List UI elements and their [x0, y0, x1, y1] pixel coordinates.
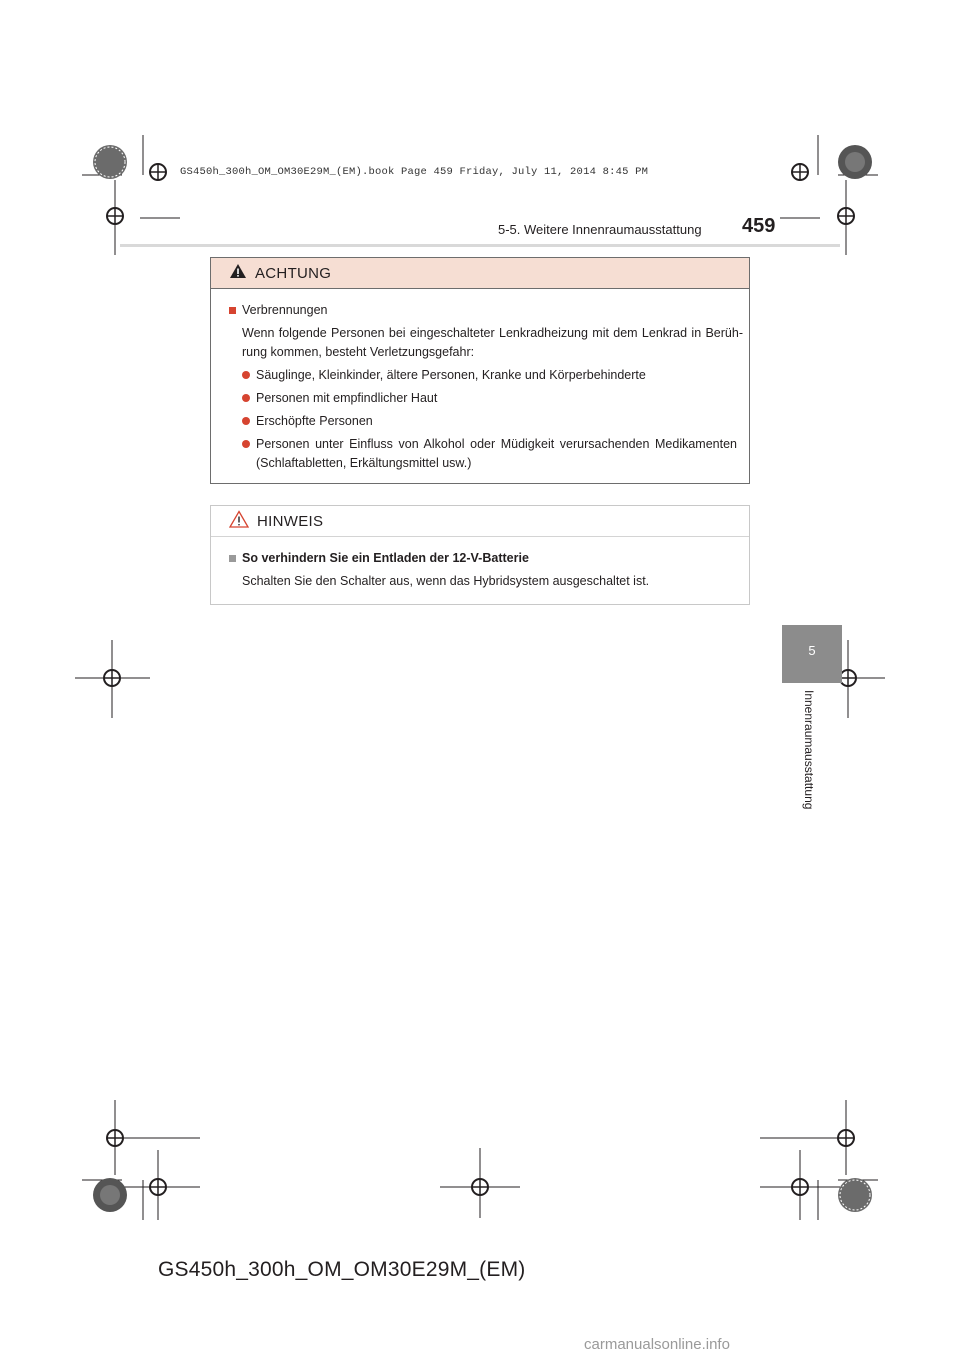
- footer-code: GS450h_300h_OM_OM30E29M_(EM): [158, 1258, 526, 1281]
- chapter-tab: [782, 625, 842, 683]
- hinweis-title: HINWEIS: [257, 512, 324, 530]
- hinweis-item-title: [229, 549, 743, 568]
- list-item-text: Personen mit empfindlicher Haut: [256, 391, 438, 405]
- header-rule: [120, 244, 840, 247]
- list-item: [229, 435, 743, 473]
- section-title: 5-5. Weitere Innenraumausstattung: [498, 222, 702, 237]
- chapter-label: Innenraumausstattung: [802, 690, 816, 810]
- achtung-header: [211, 258, 749, 289]
- hinweis-header: [211, 506, 749, 537]
- page-number: 459: [742, 215, 776, 237]
- hinweis-text: Schalten Sie den Schalter aus, wenn das Hybridsystem ausgeschaltet ist.: [242, 574, 650, 588]
- achtung-body: [211, 289, 749, 473]
- hinweis-box: [210, 505, 750, 605]
- watermark: carmanualsonline.info: [584, 1336, 730, 1353]
- list-item-text: Säuglinge, Kleinkinder, ältere Personen, Kranke und Körperbehinderte: [256, 368, 646, 382]
- book-file-line: GS450h_300h_OM_OM30E29M_(EM).book Page 459 Friday, July 11, 2014 8:45 PM: [180, 166, 649, 178]
- round-bullet-icon: [242, 371, 250, 379]
- chapter-number: 5: [808, 643, 816, 658]
- list-item-text: Personen unter Einfluss von Alkohol oder Müdigkeit verursachenden Medikamenten (Schlaftabletten, Erkältungsmittel usw.): [256, 437, 737, 470]
- achtung-intro: Wenn folgende Personen bei eingeschalteter Lenkradheizung mit dem Lenkrad in Berüh-rung kommen, besteht Verletzungsgefahr:: [242, 326, 743, 359]
- list-item: [229, 389, 743, 408]
- achtung-item-title: [229, 301, 743, 320]
- round-bullet-icon: [242, 440, 250, 448]
- list-item: [229, 366, 743, 385]
- square-bullet-icon: [229, 307, 236, 314]
- achtung-box: [210, 257, 750, 484]
- warning-triangle-icon: [229, 263, 247, 284]
- list-item-text: Erschöpfte Personen: [256, 414, 373, 428]
- square-bullet-icon: [229, 555, 236, 562]
- round-bullet-icon: [242, 417, 250, 425]
- list-item: [229, 412, 743, 431]
- achtung-item-title-text: Verbrennungen: [242, 303, 328, 317]
- hinweis-item-title-text: So verhindern Sie ein Entladen der 12-V-Batterie: [242, 551, 529, 565]
- round-bullet-icon: [242, 394, 250, 402]
- caution-triangle-outline-icon: [229, 510, 249, 533]
- hinweis-body: [211, 537, 749, 591]
- achtung-title: ACHTUNG: [255, 264, 332, 282]
